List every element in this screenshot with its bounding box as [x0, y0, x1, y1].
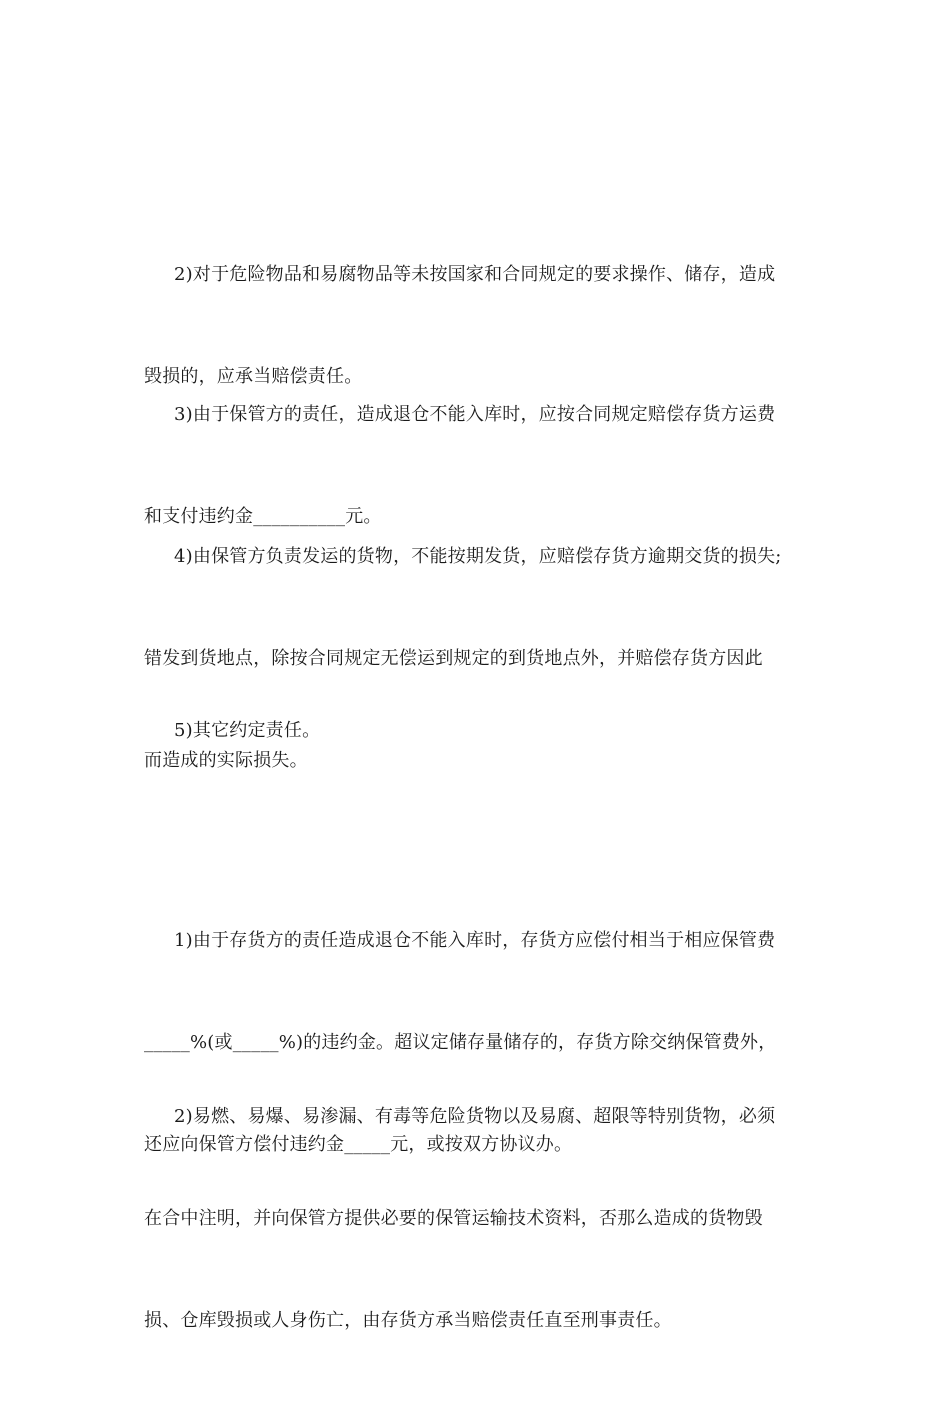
paragraph-line: 4)由保管方负责发运的货物，不能按期发货，应赔偿存货方逾期交货的损失;: [174, 546, 782, 567]
paragraph-line: 和支付违约金__________元。: [144, 506, 382, 527]
paragraph-storage-liability-5: [144, 646, 824, 816]
paragraph-line: 还应向保管方偿付违约金_____元，或按双方协议办。: [144, 1134, 573, 1155]
paragraph-line: 2)对于危险物品和易腐物品等未按国家和合同规定的要求操作、储存，造成: [174, 264, 776, 285]
paragraph-line: 在合中注明，并向保管方提供必要的保管运输技术资料，否那么造成的货物毁: [144, 1208, 763, 1229]
paragraph-line: 而造成的实际损失。: [144, 750, 308, 771]
paragraph-line: 2)易燃、易爆、易渗漏、有毒等危险货物以及易腐、超限等特别货物，必须: [174, 1106, 776, 1127]
paragraph-line: 5)其它约定责任。: [174, 720, 321, 741]
paragraph-line: 3)由于保管方的责任，造成退仓不能入库时，应按合同规定赔偿存货方运费: [174, 404, 776, 425]
paragraph-line: 损、仓库毁损或人身伤亡，由存货方承当赔偿责任直至刑事责任。: [144, 1310, 672, 1331]
paragraph-line: _____%(或_____%)的违约金。超议定储存量储存的，存货方除交纳保管费外，: [144, 1032, 777, 1053]
paragraph-line: 1)由于存货方的责任造成退仓不能入库时，存货方应偿付相当于相应保管费: [174, 930, 776, 951]
paragraph-depositor-liability-2: [144, 1032, 824, 1406]
paragraph-line: 毁损的，应承当赔偿责任。: [144, 366, 363, 387]
paragraph-line: 错发到货地点，除按合同规定无偿运到规定的到货地点外，并赔偿存货方因此: [144, 648, 763, 669]
